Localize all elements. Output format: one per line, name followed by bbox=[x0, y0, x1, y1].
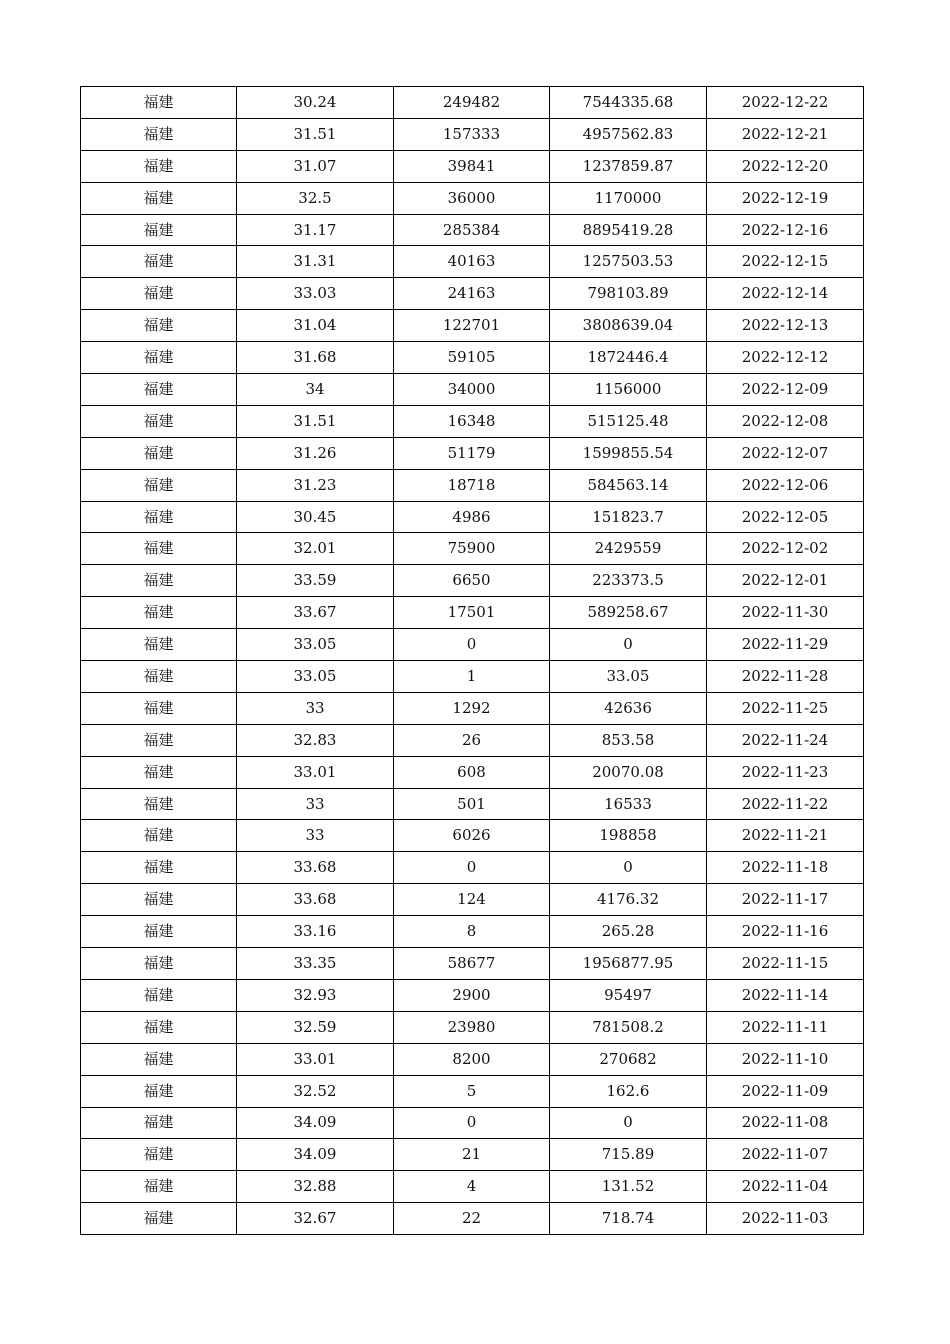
volume-cell: 8200 bbox=[394, 1043, 550, 1075]
table-row bbox=[81, 310, 864, 342]
table-row bbox=[81, 437, 864, 469]
volume-cell: 124 bbox=[394, 884, 550, 916]
table-row bbox=[81, 469, 864, 501]
region-cell: 福建 bbox=[81, 565, 237, 597]
volume-cell: 0 bbox=[394, 629, 550, 661]
date-cell: 2022-11-24 bbox=[707, 724, 864, 756]
volume-cell: 4986 bbox=[394, 501, 550, 533]
region-cell: 福建 bbox=[81, 118, 237, 150]
table-row bbox=[81, 405, 864, 437]
region-cell: 福建 bbox=[81, 979, 237, 1011]
price-cell: 33.16 bbox=[237, 916, 394, 948]
table-row bbox=[81, 820, 864, 852]
volume-cell: 18718 bbox=[394, 469, 550, 501]
date-cell: 2022-11-11 bbox=[707, 1011, 864, 1043]
region-cell: 福建 bbox=[81, 437, 237, 469]
amount-cell: 95497 bbox=[550, 979, 707, 1011]
region-cell: 福建 bbox=[81, 948, 237, 980]
price-cell: 33.67 bbox=[237, 597, 394, 629]
price-cell: 34.09 bbox=[237, 1107, 394, 1139]
region-cell: 福建 bbox=[81, 820, 237, 852]
date-cell: 2022-11-15 bbox=[707, 948, 864, 980]
volume-cell: 0 bbox=[394, 1107, 550, 1139]
date-cell: 2022-12-16 bbox=[707, 214, 864, 246]
region-cell: 福建 bbox=[81, 1043, 237, 1075]
date-cell: 2022-11-14 bbox=[707, 979, 864, 1011]
amount-cell: 1156000 bbox=[550, 374, 707, 406]
date-cell: 2022-11-29 bbox=[707, 629, 864, 661]
table-row bbox=[81, 916, 864, 948]
table-row bbox=[81, 501, 864, 533]
amount-cell: 3808639.04 bbox=[550, 310, 707, 342]
price-cell: 32.01 bbox=[237, 533, 394, 565]
amount-cell: 223373.5 bbox=[550, 565, 707, 597]
table-row bbox=[81, 1075, 864, 1107]
amount-cell: 33.05 bbox=[550, 661, 707, 693]
date-cell: 2022-12-20 bbox=[707, 150, 864, 182]
date-cell: 2022-11-18 bbox=[707, 852, 864, 884]
region-cell: 福建 bbox=[81, 182, 237, 214]
amount-cell: 0 bbox=[550, 629, 707, 661]
table-row bbox=[81, 565, 864, 597]
volume-cell: 249482 bbox=[394, 87, 550, 119]
volume-cell: 501 bbox=[394, 788, 550, 820]
table-row bbox=[81, 1171, 864, 1203]
table-row bbox=[81, 374, 864, 406]
volume-cell: 1 bbox=[394, 661, 550, 693]
volume-cell: 23980 bbox=[394, 1011, 550, 1043]
date-cell: 2022-12-22 bbox=[707, 87, 864, 119]
price-cell: 33.59 bbox=[237, 565, 394, 597]
amount-cell: 853.58 bbox=[550, 724, 707, 756]
table-row bbox=[81, 278, 864, 310]
date-cell: 2022-12-02 bbox=[707, 533, 864, 565]
date-cell: 2022-11-03 bbox=[707, 1203, 864, 1235]
table-row bbox=[81, 87, 864, 119]
price-cell: 33.01 bbox=[237, 756, 394, 788]
price-cell: 31.68 bbox=[237, 342, 394, 374]
table-row bbox=[81, 724, 864, 756]
date-cell: 2022-11-17 bbox=[707, 884, 864, 916]
region-cell: 福建 bbox=[81, 342, 237, 374]
price-cell: 32.83 bbox=[237, 724, 394, 756]
region-cell: 福建 bbox=[81, 852, 237, 884]
table-row bbox=[81, 756, 864, 788]
amount-cell: 20070.08 bbox=[550, 756, 707, 788]
price-cell: 31.23 bbox=[237, 469, 394, 501]
table-row bbox=[81, 692, 864, 724]
region-cell: 福建 bbox=[81, 661, 237, 693]
price-cell: 33.35 bbox=[237, 948, 394, 980]
date-cell: 2022-12-07 bbox=[707, 437, 864, 469]
amount-cell: 151823.7 bbox=[550, 501, 707, 533]
amount-cell: 798103.89 bbox=[550, 278, 707, 310]
amount-cell: 162.6 bbox=[550, 1075, 707, 1107]
table-row bbox=[81, 597, 864, 629]
table-row bbox=[81, 533, 864, 565]
volume-cell: 16348 bbox=[394, 405, 550, 437]
amount-cell: 781508.2 bbox=[550, 1011, 707, 1043]
date-cell: 2022-12-21 bbox=[707, 118, 864, 150]
table-row bbox=[81, 979, 864, 1011]
region-cell: 福建 bbox=[81, 884, 237, 916]
volume-cell: 58677 bbox=[394, 948, 550, 980]
amount-cell: 131.52 bbox=[550, 1171, 707, 1203]
price-cell: 31.31 bbox=[237, 246, 394, 278]
amount-cell: 1872446.4 bbox=[550, 342, 707, 374]
amount-cell: 2429559 bbox=[550, 533, 707, 565]
price-cell: 33 bbox=[237, 692, 394, 724]
volume-cell: 0 bbox=[394, 852, 550, 884]
volume-cell: 24163 bbox=[394, 278, 550, 310]
region-cell: 福建 bbox=[81, 597, 237, 629]
price-cell: 32.67 bbox=[237, 1203, 394, 1235]
price-cell: 31.51 bbox=[237, 405, 394, 437]
volume-cell: 6650 bbox=[394, 565, 550, 597]
date-cell: 2022-11-23 bbox=[707, 756, 864, 788]
date-cell: 2022-11-07 bbox=[707, 1139, 864, 1171]
amount-cell: 589258.67 bbox=[550, 597, 707, 629]
date-cell: 2022-11-04 bbox=[707, 1171, 864, 1203]
amount-cell: 270682 bbox=[550, 1043, 707, 1075]
amount-cell: 265.28 bbox=[550, 916, 707, 948]
volume-cell: 5 bbox=[394, 1075, 550, 1107]
date-cell: 2022-11-30 bbox=[707, 597, 864, 629]
amount-cell: 7544335.68 bbox=[550, 87, 707, 119]
date-cell: 2022-12-05 bbox=[707, 501, 864, 533]
amount-cell: 1257503.53 bbox=[550, 246, 707, 278]
price-cell: 33 bbox=[237, 788, 394, 820]
date-cell: 2022-12-01 bbox=[707, 565, 864, 597]
volume-cell: 21 bbox=[394, 1139, 550, 1171]
date-cell: 2022-12-13 bbox=[707, 310, 864, 342]
volume-cell: 22 bbox=[394, 1203, 550, 1235]
volume-cell: 51179 bbox=[394, 437, 550, 469]
table-row bbox=[81, 342, 864, 374]
price-cell: 31.04 bbox=[237, 310, 394, 342]
amount-cell: 584563.14 bbox=[550, 469, 707, 501]
table-row bbox=[81, 1107, 864, 1139]
price-cell: 30.45 bbox=[237, 501, 394, 533]
volume-cell: 40163 bbox=[394, 246, 550, 278]
volume-cell: 59105 bbox=[394, 342, 550, 374]
table-row bbox=[81, 852, 864, 884]
region-cell: 福建 bbox=[81, 501, 237, 533]
amount-cell: 42636 bbox=[550, 692, 707, 724]
price-cell: 33 bbox=[237, 820, 394, 852]
date-cell: 2022-12-15 bbox=[707, 246, 864, 278]
table-row bbox=[81, 246, 864, 278]
table-row bbox=[81, 661, 864, 693]
price-cell: 32.93 bbox=[237, 979, 394, 1011]
amount-cell: 515125.48 bbox=[550, 405, 707, 437]
region-cell: 福建 bbox=[81, 246, 237, 278]
data-table bbox=[80, 86, 864, 1235]
table-row bbox=[81, 1011, 864, 1043]
date-cell: 2022-11-22 bbox=[707, 788, 864, 820]
table-row bbox=[81, 1139, 864, 1171]
amount-cell: 715.89 bbox=[550, 1139, 707, 1171]
date-cell: 2022-11-09 bbox=[707, 1075, 864, 1107]
region-cell: 福建 bbox=[81, 278, 237, 310]
price-cell: 32.5 bbox=[237, 182, 394, 214]
volume-cell: 6026 bbox=[394, 820, 550, 852]
volume-cell: 17501 bbox=[394, 597, 550, 629]
volume-cell: 8 bbox=[394, 916, 550, 948]
amount-cell: 718.74 bbox=[550, 1203, 707, 1235]
price-cell: 30.24 bbox=[237, 87, 394, 119]
price-cell: 31.51 bbox=[237, 118, 394, 150]
region-cell: 福建 bbox=[81, 756, 237, 788]
region-cell: 福建 bbox=[81, 1011, 237, 1043]
date-cell: 2022-11-21 bbox=[707, 820, 864, 852]
volume-cell: 285384 bbox=[394, 214, 550, 246]
price-cell: 34.09 bbox=[237, 1139, 394, 1171]
region-cell: 福建 bbox=[81, 533, 237, 565]
table-row bbox=[81, 118, 864, 150]
volume-cell: 608 bbox=[394, 756, 550, 788]
date-cell: 2022-11-08 bbox=[707, 1107, 864, 1139]
amount-cell: 1599855.54 bbox=[550, 437, 707, 469]
region-cell: 福建 bbox=[81, 150, 237, 182]
amount-cell: 4957562.83 bbox=[550, 118, 707, 150]
date-cell: 2022-11-25 bbox=[707, 692, 864, 724]
date-cell: 2022-11-16 bbox=[707, 916, 864, 948]
date-cell: 2022-12-09 bbox=[707, 374, 864, 406]
price-cell: 32.88 bbox=[237, 1171, 394, 1203]
table-row bbox=[81, 948, 864, 980]
amount-cell: 1956877.95 bbox=[550, 948, 707, 980]
region-cell: 福建 bbox=[81, 788, 237, 820]
region-cell: 福建 bbox=[81, 916, 237, 948]
price-cell: 32.52 bbox=[237, 1075, 394, 1107]
table-body bbox=[81, 87, 864, 1235]
amount-cell: 16533 bbox=[550, 788, 707, 820]
region-cell: 福建 bbox=[81, 1203, 237, 1235]
amount-cell: 4176.32 bbox=[550, 884, 707, 916]
volume-cell: 122701 bbox=[394, 310, 550, 342]
amount-cell: 198858 bbox=[550, 820, 707, 852]
region-cell: 福建 bbox=[81, 405, 237, 437]
date-cell: 2022-12-08 bbox=[707, 405, 864, 437]
amount-cell: 0 bbox=[550, 852, 707, 884]
price-cell: 33.01 bbox=[237, 1043, 394, 1075]
price-cell: 31.07 bbox=[237, 150, 394, 182]
region-cell: 福建 bbox=[81, 87, 237, 119]
date-cell: 2022-11-10 bbox=[707, 1043, 864, 1075]
region-cell: 福建 bbox=[81, 374, 237, 406]
volume-cell: 75900 bbox=[394, 533, 550, 565]
table-row bbox=[81, 214, 864, 246]
region-cell: 福建 bbox=[81, 310, 237, 342]
table-row bbox=[81, 182, 864, 214]
date-cell: 2022-12-19 bbox=[707, 182, 864, 214]
price-cell: 32.59 bbox=[237, 1011, 394, 1043]
region-cell: 福建 bbox=[81, 1107, 237, 1139]
price-cell: 33.03 bbox=[237, 278, 394, 310]
region-cell: 福建 bbox=[81, 692, 237, 724]
volume-cell: 157333 bbox=[394, 118, 550, 150]
price-cell: 34 bbox=[237, 374, 394, 406]
volume-cell: 39841 bbox=[394, 150, 550, 182]
volume-cell: 26 bbox=[394, 724, 550, 756]
price-cell: 33.68 bbox=[237, 852, 394, 884]
date-cell: 2022-12-06 bbox=[707, 469, 864, 501]
table-row bbox=[81, 1203, 864, 1235]
volume-cell: 36000 bbox=[394, 182, 550, 214]
volume-cell: 4 bbox=[394, 1171, 550, 1203]
region-cell: 福建 bbox=[81, 1075, 237, 1107]
table-row bbox=[81, 629, 864, 661]
region-cell: 福建 bbox=[81, 214, 237, 246]
table-row bbox=[81, 150, 864, 182]
region-cell: 福建 bbox=[81, 629, 237, 661]
table-row bbox=[81, 884, 864, 916]
region-cell: 福建 bbox=[81, 724, 237, 756]
price-cell: 33.05 bbox=[237, 661, 394, 693]
region-cell: 福建 bbox=[81, 1171, 237, 1203]
region-cell: 福建 bbox=[81, 1139, 237, 1171]
price-cell: 33.05 bbox=[237, 629, 394, 661]
amount-cell: 1237859.87 bbox=[550, 150, 707, 182]
amount-cell: 0 bbox=[550, 1107, 707, 1139]
date-cell: 2022-11-28 bbox=[707, 661, 864, 693]
table-row bbox=[81, 788, 864, 820]
date-cell: 2022-12-14 bbox=[707, 278, 864, 310]
amount-cell: 8895419.28 bbox=[550, 214, 707, 246]
region-cell: 福建 bbox=[81, 469, 237, 501]
amount-cell: 1170000 bbox=[550, 182, 707, 214]
table-row bbox=[81, 1043, 864, 1075]
date-cell: 2022-12-12 bbox=[707, 342, 864, 374]
volume-cell: 2900 bbox=[394, 979, 550, 1011]
volume-cell: 34000 bbox=[394, 374, 550, 406]
price-cell: 33.68 bbox=[237, 884, 394, 916]
volume-cell: 1292 bbox=[394, 692, 550, 724]
price-cell: 31.17 bbox=[237, 214, 394, 246]
price-cell: 31.26 bbox=[237, 437, 394, 469]
